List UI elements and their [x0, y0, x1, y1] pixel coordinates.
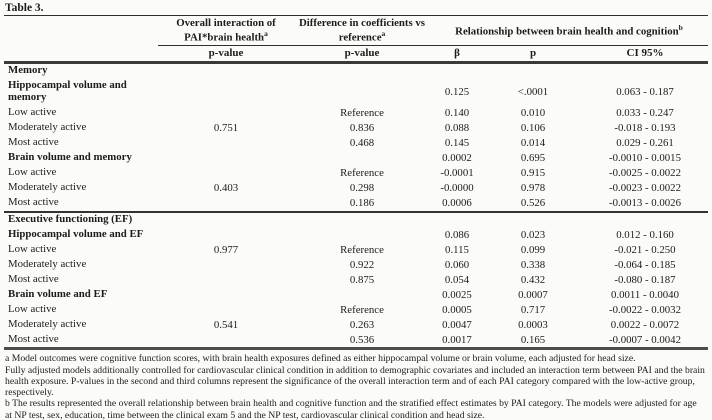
beta-value: 0.0025: [442, 288, 472, 301]
col-group-relationship: [430, 16, 708, 46]
p-value: 0.717: [520, 303, 546, 316]
col-header-pvalue-interaction: p-value: [158, 45, 294, 62]
group-header-row: [4, 16, 708, 46]
difference-pvalue: 0.922: [349, 258, 375, 271]
beta-value: 0.088: [444, 122, 470, 135]
row-label-header-empty: [4, 16, 158, 46]
row-label: Moderately active: [8, 181, 87, 194]
p-value: 0.0007: [518, 288, 548, 301]
difference-pvalue: Reference: [340, 167, 384, 180]
overall-interaction-pvalue: [158, 227, 294, 242]
table-row: [4, 257, 708, 272]
sub-header-row: [4, 45, 708, 62]
overall-interaction-pvalue: [158, 151, 294, 166]
row-label: Brain volume and memory: [8, 151, 132, 164]
beta-value: -0.0000: [440, 182, 474, 195]
ci-95-value: 0.029 - 0.261: [616, 137, 674, 150]
table-row: [4, 302, 708, 317]
row-label: Low active: [8, 242, 57, 255]
beta-value: -0.0001: [440, 167, 474, 180]
beta-value: 0.0005: [442, 303, 472, 316]
table-row: [4, 121, 708, 136]
footnote-a: a Model outcomes were cognitive function scores, with brain health exposures defined as either hippocampal volume or brain volume, each adjusted for head size.: [5, 353, 636, 365]
p-value: [484, 62, 582, 78]
overall-interaction-pvalue: [158, 196, 294, 212]
row-label: Moderately active: [8, 121, 87, 134]
p-value: 0.099: [520, 243, 546, 256]
overall-interaction-pvalue: [158, 332, 294, 349]
p-value: 0.915: [520, 167, 546, 180]
table-row: [4, 196, 708, 212]
table-row: [4, 272, 708, 287]
ci-95-value: -0.0010 - 0.0015: [609, 152, 681, 165]
difference-pvalue: 0.186: [349, 197, 375, 210]
row-label: Moderately active: [8, 257, 87, 270]
ci-95-value: 0.033 - 0.247: [616, 107, 674, 120]
table-row: [4, 287, 708, 302]
row-label: Most active: [8, 272, 59, 285]
beta-value: 0.0006: [442, 197, 472, 210]
table-body: [4, 62, 708, 349]
results-table: [4, 15, 708, 350]
row-label: Most active: [8, 332, 59, 345]
p-value: 0.0003: [518, 318, 548, 331]
beta-value: 0.145: [444, 137, 470, 150]
overall-interaction-pvalue: 0.977: [213, 243, 239, 256]
ci-95-value: -0.0023 - 0.0022: [609, 182, 681, 195]
table-row: [4, 181, 708, 196]
ci-95-value: -0.0025 - 0.0022: [609, 167, 681, 180]
overall-interaction-pvalue: [158, 212, 294, 228]
p-value: 0.695: [520, 152, 546, 165]
p-value: 0.338: [520, 258, 546, 271]
overall-interaction-pvalue: [158, 166, 294, 181]
beta-value: 0.125: [444, 86, 470, 99]
footnote-b: b The results represented the overall relationship between brain health and cognitive function and the stratified effect estimates by PAI category. The models were adjusted for age at NP test, sex, education, time between the clinical exam 5 and the NP test, cardiovascular clinical condition and head size.: [5, 398, 697, 420]
difference-pvalue: 0.836: [349, 122, 375, 135]
superscript-b: b: [678, 22, 683, 32]
ci-95-value: -0.0022 - 0.0032: [609, 303, 681, 316]
ci-95-value: -0.021 - 0.250: [614, 243, 676, 256]
table-row: [4, 166, 708, 181]
col-group-overall-interaction: [158, 16, 294, 46]
ci-95-value: [582, 62, 708, 78]
col-header-beta: β: [430, 45, 484, 62]
overall-interaction-pvalue: 0.751: [213, 122, 239, 135]
ci-95-value: -0.064 - 0.185: [614, 258, 676, 271]
beta-value: 0.0047: [442, 318, 472, 331]
footnotes: [5, 353, 706, 420]
table-row: [4, 62, 708, 78]
row-label: Low active: [8, 106, 57, 119]
overall-interaction-pvalue: [158, 106, 294, 121]
overall-interaction-pvalue: [158, 136, 294, 151]
ci-95-value: 0.0011 - 0.0040: [611, 288, 679, 301]
overall-interaction-pvalue: [158, 272, 294, 287]
overall-interaction-pvalue: [158, 257, 294, 272]
p-value: 0.165: [520, 333, 546, 346]
table-row: [4, 151, 708, 166]
beta-value: 0.0017: [442, 333, 472, 346]
ci-95-value: [582, 212, 708, 228]
col-group-relationship-text: Relationship between brain health and cognition: [455, 25, 679, 38]
row-label: Executive functioning (EF): [4, 212, 158, 228]
superscript-a: a: [264, 28, 268, 38]
ci-95-value: -0.0013 - 0.0026: [609, 197, 681, 210]
difference-pvalue: 0.298: [349, 182, 375, 195]
p-value: 0.432: [520, 273, 546, 286]
overall-interaction-pvalue: [158, 287, 294, 302]
superscript-a: a: [381, 28, 386, 38]
row-label: Hippocampal volume and EF: [8, 227, 144, 240]
difference-pvalue: [294, 227, 430, 242]
difference-pvalue: [294, 62, 430, 78]
beta-value: 0.086: [444, 228, 470, 241]
p-value: 0.023: [520, 228, 546, 241]
beta-value: 0.0002: [442, 152, 472, 165]
overall-interaction-pvalue: 0.541: [213, 318, 239, 331]
difference-pvalue: [294, 212, 430, 228]
p-value: <.0001: [517, 86, 549, 99]
row-label: Hippocampal volume and memory: [8, 79, 127, 104]
overall-interaction-pvalue: [158, 302, 294, 317]
difference-pvalue: [294, 151, 430, 166]
difference-pvalue: [294, 287, 430, 302]
difference-pvalue: 0.875: [349, 273, 375, 286]
p-value: 0.526: [520, 197, 546, 210]
p-value: [484, 212, 582, 228]
p-value: 0.014: [520, 137, 546, 150]
table-header: [4, 16, 708, 63]
table-row: [4, 332, 708, 349]
row-label: Most active: [8, 196, 59, 209]
ci-95-value: -0.018 - 0.193: [614, 122, 676, 135]
beta-value: 0.060: [444, 258, 470, 271]
p-value: 0.010: [520, 107, 546, 120]
p-value: 0.106: [520, 122, 546, 135]
row-label: Memory: [8, 64, 48, 77]
col-group-difference: [294, 16, 430, 46]
table-row: [4, 106, 708, 121]
overall-interaction-pvalue: 0.403: [213, 182, 239, 195]
beta-value: 0.140: [444, 107, 470, 120]
col-group-difference-text: Difference in coefficients vs reference: [298, 17, 426, 44]
beta-value: 0.054: [444, 273, 470, 286]
difference-pvalue: 0.536: [349, 333, 375, 346]
row-label: Brain volume and EF: [8, 287, 108, 300]
table-row: [4, 242, 708, 257]
difference-pvalue: Reference: [340, 303, 384, 316]
table-row: [4, 212, 708, 228]
difference-pvalue: Reference: [340, 107, 384, 120]
ci-95-value: 0.012 - 0.160: [616, 228, 674, 241]
table-title: Table 3.: [5, 2, 44, 14]
footnote-a-continued: Fully adjusted models additionally controlled for cardiovascular clinical condition in addition to demographic covariates and included an interaction term between PAI and the brain health exposure. P-values in the second and third columns represent the significance of the overall interaction term and of each PAI category compared with the low-active group, respectively.: [5, 364, 705, 399]
row-label: Moderately active: [8, 317, 87, 330]
table-row: [4, 136, 708, 151]
beta-value: 0.115: [445, 243, 469, 256]
row-label: Low active: [8, 302, 57, 315]
difference-pvalue: [294, 79, 430, 106]
difference-pvalue: 0.263: [349, 318, 375, 331]
ci-95-value: 0.063 - 0.187: [616, 86, 674, 99]
row-label-subheader-empty: [4, 45, 158, 62]
beta-value: [430, 62, 484, 78]
col-group-overall-interaction-text: Overall interaction of PAI*brain health: [176, 17, 276, 44]
row-label: Low active: [8, 166, 57, 179]
table-row: [4, 79, 708, 106]
overall-interaction-pvalue: [158, 62, 294, 78]
overall-interaction-pvalue: [158, 79, 294, 106]
col-header-pvalue-difference: p-value: [294, 45, 430, 62]
col-header-ci: CI 95%: [582, 45, 708, 62]
p-value: 0.978: [520, 182, 546, 195]
col-header-p: p: [484, 45, 582, 62]
ci-95-value: 0.0022 - 0.0072: [610, 318, 680, 331]
ci-95-value: -0.080 - 0.187: [614, 273, 676, 286]
difference-pvalue: 0.468: [349, 137, 375, 150]
beta-value: [430, 212, 484, 228]
difference-pvalue: Reference: [340, 243, 384, 256]
row-label: Most active: [8, 136, 59, 149]
table-row: [4, 227, 708, 242]
ci-95-value: -0.0007 - 0.0042: [609, 333, 681, 346]
table-row: [4, 317, 708, 332]
